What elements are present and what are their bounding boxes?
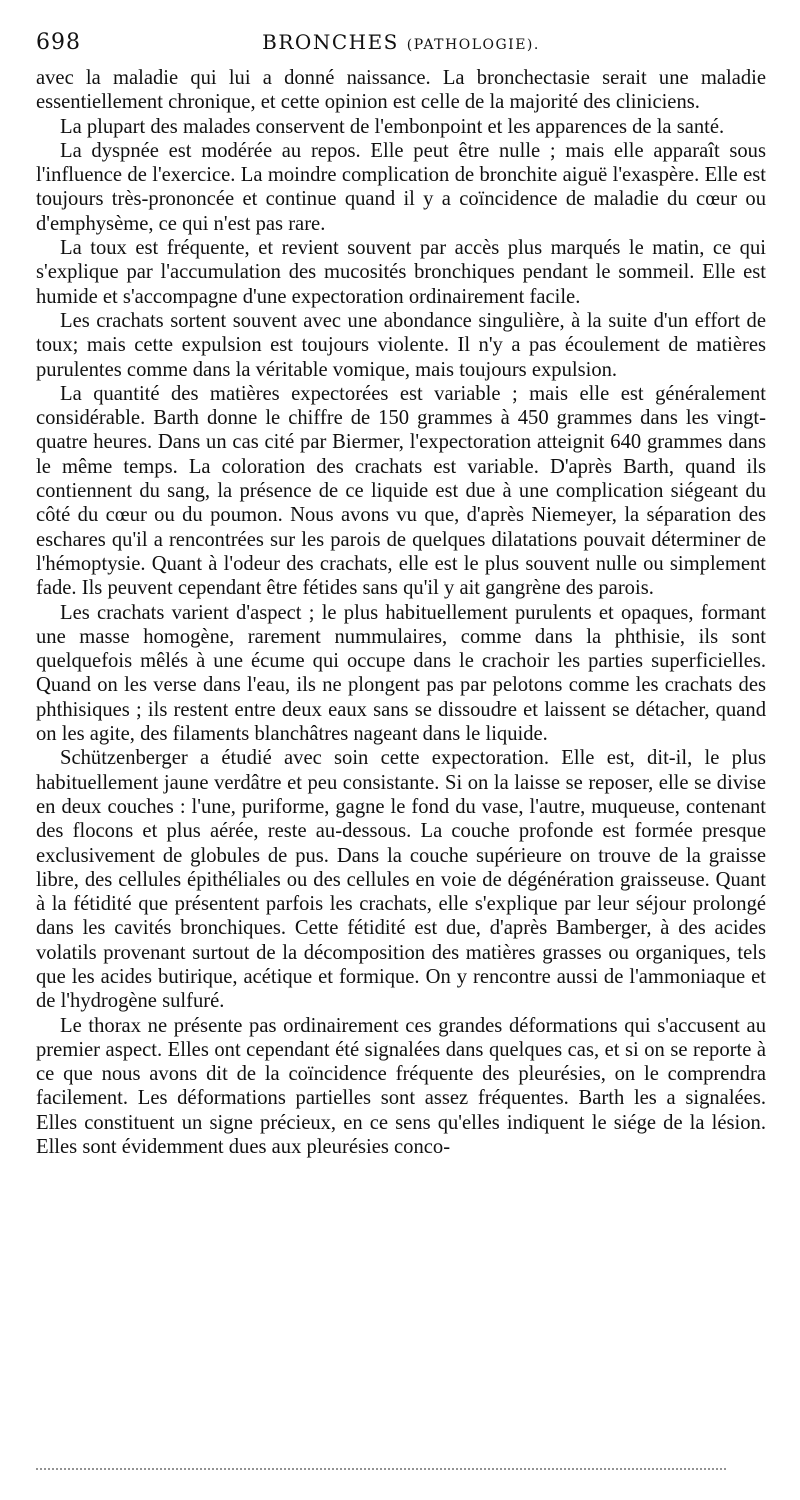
paragraph: Les crachats sortent souvent avec une abondance singulière, à la suite d'un effort de toux; mais cette expulsion est toujours violente. Il n'y a pas écoulement de matières purulentes comme dans la véritable vomique, mais toujours expulsion. <box>36 309 766 381</box>
paragraph: La plupart des malades conservent de l'embonpoint et les apparences de la santé. <box>60 115 725 138</box>
footer-rule <box>36 1468 726 1470</box>
paragraph: La dyspnée est modérée au repos. Elle peut être nulle ; mais elle apparaît sous l'influence de l'exercice. La moindre complication de bronchite aiguë l'exaspère. Elle est toujours très-prononcée et continue quand il y a coïncidence de maladie du cœur ou d'emphysème, ce qui n'est pas rare. <box>36 139 766 235</box>
paragraph: Les crachats varient d'aspect ; le plus habituellement purulents et opaques, formant une masse homogène, rarement nummulaires, comme dans la phthisie, ils sont quelquefois mêlés à une écume qui occupe dans le crachoir les parties superficielles. Quand on les verse dans l'eau, ils ne plongent pas par pelotons comme les crachats des phthisiques ; ils restent entre deux eaux sans se dissoudre et laissent se détacher, quand on les agite, des filaments blanchâtres nageant dans le liquide. <box>36 601 766 746</box>
body-text <box>36 66 766 1159</box>
running-title <box>36 30 766 54</box>
running-title-main: BRONCHES <box>262 30 399 54</box>
page-header <box>36 30 766 64</box>
paragraph: avec la maladie qui lui a donné naissance. La bronchectasie serait une maladie essentiellement chronique, et cette opinion est celle de la majorité des cliniciens. <box>36 67 766 114</box>
paragraph: La toux est fréquente, et revient souvent par accès plus marqués le matin, ce qui s'explique par l'accumulation des mucosités bronchiques pendant le sommeil. Elle est humide et s'accompagne d'une expectoration ordinairement facile. <box>36 237 766 308</box>
paragraph: Schützenberger a étudié avec soin cette expectoration. Elle est, dit-il, le plus habituellement jaune verdâtre et peu consistante. Si on la laisse se reposer, elle se divise en deux couches : l'une, puriforme, gagne le fond du vase, l'autre, muqueuse, contenant des flocons et plus aérée, reste au-dessous. La couche profonde est formée presque exclusivement de globules de pus. Dans la couche supérieure on trouve de la graisse libre, des cellules épithéliales ou des cellules en voie de dégénération graisseuse. Quant à la fétidité que présentent parfois les crachats, elle s'explique par leur séjour prolongé dans les cavités bronchiques. Cette fétidité est due, d'après Bamberger, à des acides volatils provenant surtout de la décomposition des matières grasses ou organiques, tels que les acides butirique, acétique et formique. On y rencontre aussi de l'ammoniaque et de l'hydrogène sulfuré. <box>36 747 766 1013</box>
page-number: 698 <box>36 30 81 55</box>
running-title-sub: (PATHOLOGIE). <box>406 37 540 53</box>
paragraph: Le thorax ne présente pas ordinairement ces grandes déformations qui s'accusent au premier aspect. Elles ont cependant été signalées dans quelques cas, et si on se reporte à ce que nous avons dit de la coïncidence fréquente des pleurésies, on le comprendra facilement. Les déformations partielles sont assez fréquentes. Barth les a signalées. Elles constituent un signe précieux, en ce sens qu'elles indiquent le siége de la lésion. Elles sont évidemment dues aux pleurésies conco- <box>36 1014 766 1159</box>
paragraph: La quantité des matières expectorées est variable ; mais elle est généralement considérable. Barth donne le chiffre de 150 grammes à 450 grammes dans les vingt-quatre heures. Dans un cas cité par Biermer, l'expectoration atteignit 640 grammes dans le même temps. La coloration des crachats est variable. D'après Barth, quand ils contiennent du sang, la présence de ce liquide est due à une complication siégeant du côté du cœur ou du poumon. Nous avons vu que, d'après Niemeyer, la séparation des eschares qu'il a rencontrées sur les parois de quelques dilatations pouvait déterminer de l'hémoptysie. Quant à l'odeur des crachats, elle est le plus souvent nulle ou simplement fade. Ils peuvent cependant être fétides sans qu'il y ait gangrène des parois. <box>36 382 766 600</box>
